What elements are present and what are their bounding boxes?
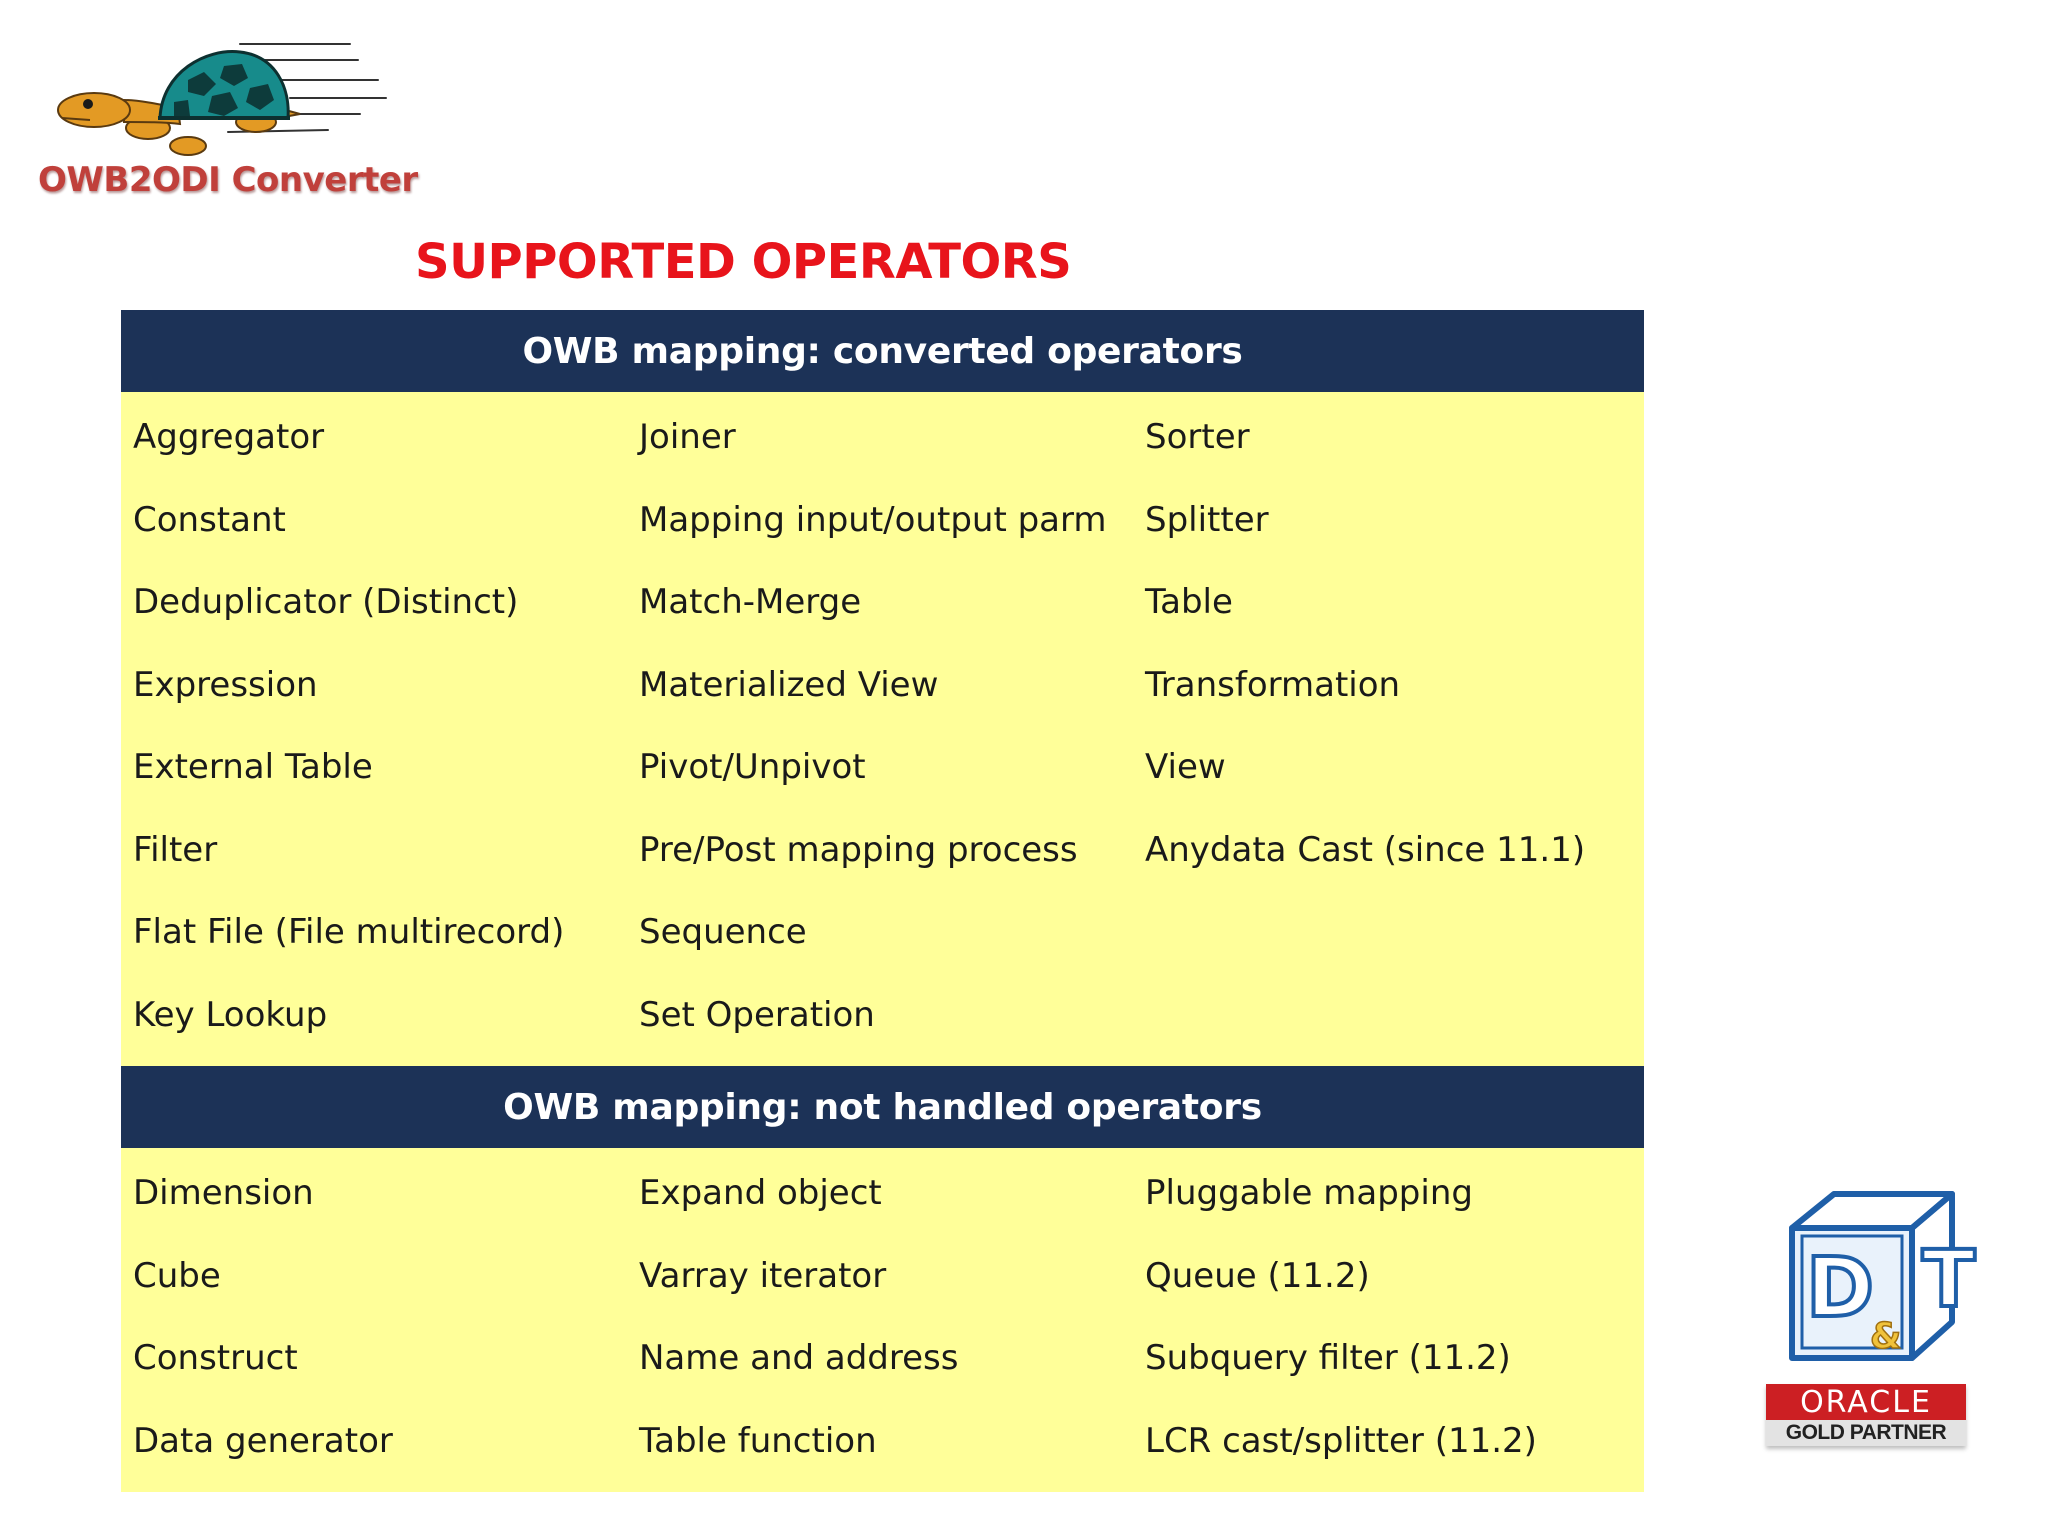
operator-cell: Varray iterator — [639, 1255, 887, 1296]
operator-cell: External Table — [133, 747, 373, 788]
operator-cell: View — [1145, 747, 1226, 788]
converted-operators-list — [121, 392, 1644, 1066]
operator-cell: Queue (11.2) — [1145, 1255, 1370, 1296]
not-handled-operators-header: OWB mapping: not handled operators — [121, 1066, 1644, 1148]
operator-cell: Data generator — [133, 1420, 393, 1461]
converted-operators-header: OWB mapping: converted operators — [121, 310, 1644, 392]
operator-cell: Filter — [133, 829, 218, 870]
table-row — [121, 726, 1644, 809]
operator-cell: Sequence — [639, 912, 807, 953]
operator-cell: Flat File (File multirecord) — [133, 912, 565, 953]
operator-cell: Joiner — [639, 417, 736, 458]
operator-cell: Constant — [133, 499, 286, 540]
logo-text: OWB2ODI Converter — [38, 160, 418, 200]
table-row — [121, 396, 1644, 479]
operator-cell: Table function — [639, 1420, 877, 1461]
operator-cell: Set Operation — [639, 994, 875, 1035]
table-row — [121, 1400, 1644, 1483]
operator-cell: Pre/Post mapping process — [639, 829, 1078, 870]
operator-cell: Key Lookup — [133, 994, 328, 1035]
operator-cell: Construct — [133, 1338, 298, 1379]
operator-cell: Mapping input/output parm — [639, 499, 1107, 540]
operator-cell: Pivot/Unpivot — [639, 747, 866, 788]
partner-logo — [1762, 1186, 1976, 1466]
operator-cell: Expand object — [639, 1173, 882, 1214]
operator-cell: Name and address — [639, 1338, 959, 1379]
operator-cell: Aggregator — [133, 417, 325, 458]
partner-level: GOLD PARTNER — [1766, 1420, 1966, 1446]
operator-cell: Deduplicator (Distinct) — [133, 582, 519, 623]
not-handled-operators-list — [121, 1148, 1644, 1492]
table-row — [121, 1317, 1644, 1400]
table-row — [121, 809, 1644, 892]
operator-cell: Materialized View — [639, 664, 939, 705]
operators-table — [121, 310, 1644, 1492]
page-title: SUPPORTED OPERATORS — [415, 234, 1072, 290]
operator-cell: Subquery filter (11.2) — [1145, 1338, 1511, 1379]
oracle-gold-partner-badge — [1766, 1384, 1966, 1446]
table-row — [121, 479, 1644, 562]
operator-cell: Dimension — [133, 1173, 314, 1214]
operator-cell: LCR cast/splitter (11.2) — [1145, 1420, 1537, 1461]
oracle-brand: ORACLE — [1766, 1384, 1966, 1420]
operator-cell: Expression — [133, 664, 318, 705]
table-row — [121, 891, 1644, 974]
operator-cell: Splitter — [1145, 499, 1269, 540]
svg-text:&: & — [1870, 1316, 1902, 1357]
table-row — [121, 644, 1644, 727]
operator-cell: Match-Merge — [639, 582, 862, 623]
operator-cell: Sorter — [1145, 417, 1250, 458]
owb2odi-logo — [28, 30, 418, 210]
dt-cube-logo-icon — [1772, 1186, 1976, 1370]
table-row — [121, 1152, 1644, 1235]
operator-cell: Transformation — [1145, 664, 1401, 705]
table-row — [121, 974, 1644, 1057]
operator-cell: Anydata Cast (since 11.1) — [1145, 829, 1586, 870]
table-row — [121, 561, 1644, 644]
turtle-icon — [28, 30, 398, 160]
operator-cell: Table — [1145, 582, 1233, 623]
operator-cell: Pluggable mapping — [1145, 1173, 1473, 1214]
svg-text:T: T — [1922, 1235, 1976, 1325]
table-row — [121, 1235, 1644, 1318]
svg-text:D: D — [1806, 1241, 1875, 1336]
operator-cell: Cube — [133, 1255, 221, 1296]
